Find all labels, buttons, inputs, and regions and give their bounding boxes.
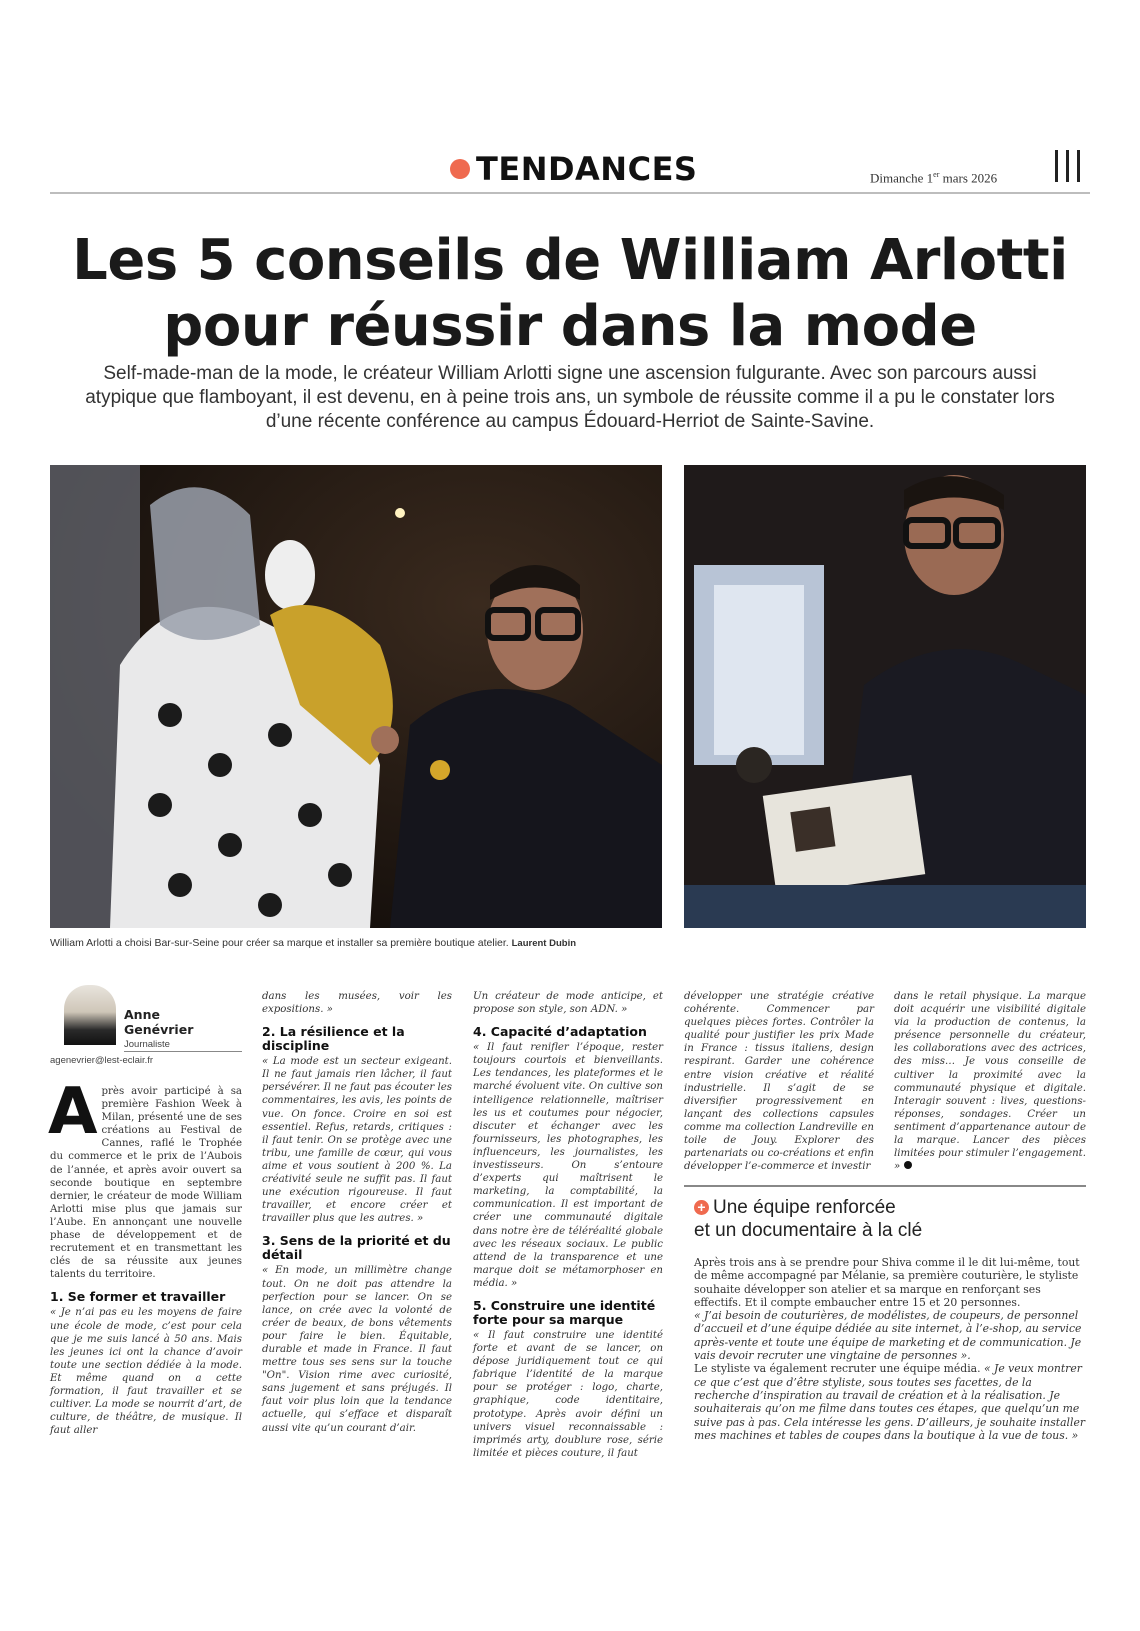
- tip-1-text: « Je n’ai pas eu les moyens de faire une école de mode, c’est pour cela que je me suis lancé à 50 ans. Mais les jeunes ici ont la chance d’avoir toute une section dédiée à la mode. Et même quand on a cette formation, il faut travailler et se cultiver. La mode se nourrit d’art, de culture, de théâtre, de musique. Il faut aller: [50, 1307, 242, 1437]
- intro-text: près avoir participé à sa première Fashion Week à Milan, présenté une de ses créations au Festival de Cannes, raflé le Trophée du commerce et le prix de l’Aubois de l’année, et après avoir ouvert sa seconde boutique en septembre dernier, le créateur de mode William Arlotti mise plus que jamais sur l’Aube. En annonçant une nouvelle phase de développement et de recrutement et en transmettant les clés de sa réussite aux jeunes talents du territoire.: [50, 1086, 242, 1281]
- issue-date: [870, 170, 997, 186]
- photo-credit: Laurent Dubin: [511, 938, 577, 949]
- box-paragraph-2-text: Le styliste va également recruter une équipe média.: [694, 1362, 981, 1376]
- author-first-name: Anne: [124, 1007, 160, 1022]
- article-column-3: [473, 990, 663, 1460]
- tip-2-title: 2. La résilience et la discipline: [262, 1024, 405, 1054]
- date-day: Dimanche 1: [870, 170, 934, 186]
- photo-image: [50, 465, 662, 928]
- box-title-line-2: et un documentaire à la clé: [694, 1220, 923, 1241]
- plus-circle-icon: +: [694, 1200, 709, 1215]
- tip-3-continued: Un créateur de mode anticipe, et propose son style, son ADN. »: [473, 991, 663, 1016]
- article-column-2: [262, 990, 452, 1435]
- author-role: Journaliste: [124, 1039, 242, 1052]
- author-last-name: Genévrier: [124, 1022, 194, 1037]
- box-divider: [684, 1185, 1086, 1187]
- headline-line-2: pour réussir dans la mode: [163, 294, 977, 359]
- box-body: [694, 1256, 1086, 1442]
- article-column-1: [48, 1075, 242, 1437]
- intro-paragraph: [48, 1075, 242, 1281]
- tip-2-text: « La mode est un secteur exigeant. Il ne faut jamais rien lâcher, il faut persévérer. Il ne faut pas écouter les commentaires, les avis, les points de vue. On fonce. Croire en soi est essentiel. Refus, retards, critiques : il faut tenir. On se protège avec une tribu, une famille de cœur, qui vous aime et vous soutient à 200 %. La créativité seule ne suffit pas. Il faut une exécution rigoureuse. Il faut travailler, et encore créer et travailler plus que les autres. »: [262, 1056, 452, 1225]
- page-header: [50, 148, 1090, 194]
- headline-line-1: Les 5 conseils de William Arlotti: [72, 228, 1068, 293]
- page-marker-icon: [1055, 150, 1080, 182]
- tip-4-title: 4. Capacité d’adaptation: [473, 1024, 647, 1040]
- article-standfirst: Self-made-man de la mode, le créateur William Arlotti signe une ascension fulgurante. Avec son parcours aussi atypique que flamboyant, il est devenu, en à peine trois ans, un symbole de réussite comme il a pu le constater lors d’une récente conférence au campus Édouard-Herriot de Sainte-Savine.: [85, 363, 1055, 432]
- tip-3-title: 3. Sens de la priorité et du détail: [262, 1233, 451, 1263]
- tip-3-text: « En mode, un millimètre change tout. On ne doit pas attendre la perfection pour se lancer. On se lance, on crée avec la volonté de créer de beaux, de bons vêtements pour faire le bien. Équitable, durable et made in France. Il faut mettre tous ses sens sur la touche "On". Vision rime avec curiosité, sans jugement et sans préjugés. Il faut voir plus loin que la tendance actuelle, qui s’efface et disparaît aussi vite qu’un courant d’air.: [262, 1265, 452, 1434]
- rubric-label: TENDANCES: [476, 150, 698, 188]
- tip-4-text: « Il faut renifler l’époque, rester toujours courtois et bienveillants. Les tendances, les plateformes et le marché évoluent vite. On cultive son intelligence relationnelle, maîtriser les us et coutumes pour négocier, discuter et échanger avec les fournisseurs, les photographes, les influenceurs, les journalistes, les investisseurs. On s’entoure d’experts qui maîtrisent le marketing, la comptabilité, la communication. Il est important de créer une communauté digitale dans notre ère de téléréalité globale avec les réseaux sociaux. Le public attend de la transparence et une marque doit se métamorphoser en média. »: [473, 1042, 663, 1289]
- tip-1-continued: dans les musées, voir les expositions. »: [262, 991, 452, 1016]
- photo-image: [684, 465, 1086, 928]
- tip-5-text: « Il faut construire une identité forte et avant de se lancer, on dépose juridiquement tout ce qui fabrique l’identité de la marque pour se protéger : logo, charte, graphique, code identitaire, prototype. Après avoir défini un univers visuel reconnaissable : imprimés arty, doublure rose, série limitée et pièces couture, il faut: [473, 1329, 663, 1459]
- tip-5-title: 5. Construire une identité forte pour sa marque: [473, 1297, 656, 1327]
- author-email[interactable]: agenevrier@lest-eclair.fr: [50, 1055, 154, 1066]
- end-of-article-icon: [904, 1161, 912, 1169]
- author-name: [124, 1007, 193, 1037]
- tip-5-continued-b-text: dans le retail physique. La marque doit acquérir une visibilité digitale via la production de contenus, la présence personnelle du créateur, les collaborations avec des actrices, des miss… Je vous conseille de cultiver la proximité avec la communauté physique et digitale. Interagir souvent : lives, questions-réponses, sondages. Créer un sentiment d’appartenance autour de la marque. Lancer des pièces limitées pour stimuler l’engagement. »: [894, 991, 1086, 1173]
- article-column-4: [684, 990, 874, 1173]
- box-title: [694, 1196, 922, 1242]
- tip-5-continued-b: [894, 990, 1086, 1173]
- box-paragraph-2: [694, 1362, 1086, 1442]
- article-headline: [40, 228, 1100, 360]
- tip-1-title: 1. Se former et travailler: [50, 1289, 226, 1305]
- caption-text: William Arlotti a choisi Bar-sur-Seine pour créer sa marque et installer sa première boutique atelier.: [50, 937, 509, 949]
- section-rubric: [450, 150, 697, 188]
- box-title-line-1: Une équipe renforcée: [713, 1197, 896, 1218]
- box-paragraph-1: Après trois ans à se prendre pour Shiva comme il le dit lui-même, tout de même accompagné par Mélanie, sa première couturière, le styliste souhaite développer son atelier et sa marque en renforçant ses effectifs. Et il compte embaucher entre 15 et 20 personnes.: [694, 1256, 1080, 1309]
- box-quote-1: « J’ai besoin de couturières, de modélistes, de coupeurs, de personnel d’accueil et d’une équipe dédiée au site internet, à l’e-shop, au service après-vente et toute une équipe de marketing et de communication. Je vais devoir recruter une vingtaine de personnes ».: [694, 1309, 1082, 1363]
- dropcap: A: [48, 1075, 98, 1149]
- article-column-5: [894, 990, 1086, 1173]
- date-sup: er: [933, 170, 940, 179]
- author-avatar: [64, 985, 116, 1045]
- box-quote-2: « Je veux montrer ce que c’est que d’être styliste, sous toutes ses facettes, de la recherche d’inspiration au travail de création et à la réalisation. Je souhaiterais qu’on me filme dans toutes ces étapes, que quelqu’un me suive pas à pas. Cela intéresse les gens. D’ailleurs, je souhaite installer mes machines et tables de coupes dans la boutique à la vue de tous. »: [694, 1362, 1085, 1442]
- photo-caption: [50, 937, 576, 949]
- tip-5-continued-a: développer une stratégie créative cohérente. Commencer par quelques pièces fortes. Contrôler la qualité pour justifier les prix Made in France : tissus italiens, design respirant. Garder une cohérence entre vision créative et réalité industrielle. Il s’agit de se diversifier progressivement en lançant des collections capsules comme ma collection Landreville en toile de Jouy. Explorer des partenariats ou co-créations et enfin développer l’e-commerce et investir: [684, 991, 874, 1173]
- date-rest: mars 2026: [939, 170, 998, 186]
- photo-designer-sketches: [684, 465, 1086, 928]
- rubric-dot-icon: [450, 159, 470, 179]
- photo-designer-mannequin: [50, 465, 662, 928]
